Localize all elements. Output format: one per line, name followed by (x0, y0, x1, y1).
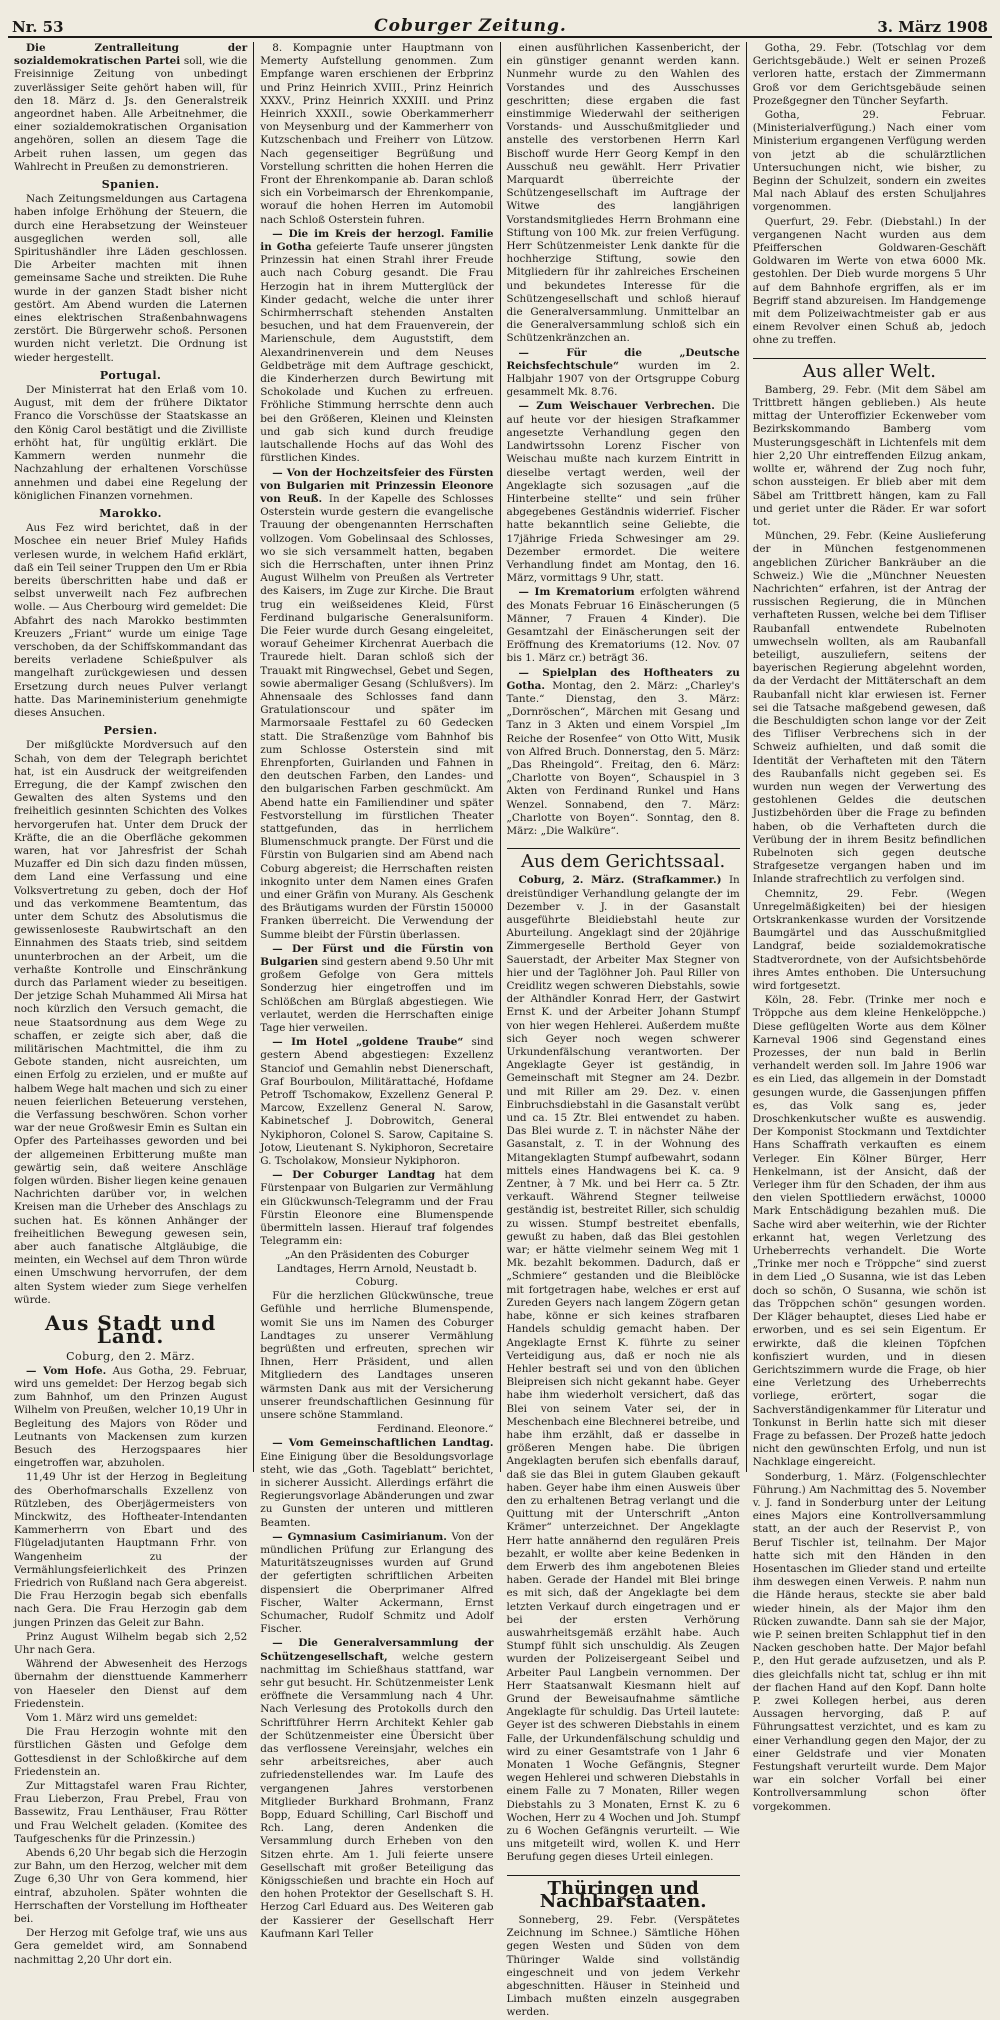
dateline-coburg: Coburg, den 2. März. (66, 1349, 196, 1363)
paragraph: Während der Abwesenheit des Herzogs übernahm der diensttuende Kammerherr von Haeseler den Dienst auf dem Friedenstein. (14, 1658, 248, 1710)
paragraph: Abends 6,20 Uhr begab sich die Herzogin zur Bahn, um den Herzog, welcher mit dem Zuge 6,30 Uhr von Gera kommend, hier eintraf, abzuholen. Später wohnten die Herrschaften der Vorstellung im Hoftheater bei. (14, 1847, 248, 1926)
telegram-signature: Ferdinand. Eleonore.“ (376, 1423, 494, 1436)
masthead (8, 4, 992, 38)
article-chemnitz: Chemnitz, 29. Febr. (Wegen Unregelmäßigkeiten) bei der hiesigen Ortskrankenkasse wurden der Vorsitzende Baumgärtel und das Ausschußmitglied Landgraf, beide sozialdemokratische Stadtverordnete, von der Aufsichtsbehörde ihres Amtes enthoben. Die Untersuchung wird fortgesetzt. (752, 887, 986, 993)
issue-date: 3. März 1908 (877, 18, 988, 36)
article-landtag: — Der Coburger Landtag hat dem Fürstenpaar von Bulgarien zur Vermählung ein Glückwunsch-Telegramm und der Frau Fürstin Eleonore eine Blumenspende übermitteln lassen. Hierauf traf folgendes Telegramm ein: (260, 1169, 494, 1248)
issue-number: Nr. 53 (12, 18, 64, 36)
article-generalversammlung: — Die Generalversammlung der Schützengesellschaft, welche gestern nachmittag im Schießhaus stattfand, war sehr gut besucht. Hr. Schützenmeister Lenk eröffnete die Versammlung nach 4 Uhr. Nach Verlesung des Protokolls durch den Schriftführer Herrn Architekt Kehler gab der Schützenmeister eine Übersicht über das verflossene Vereinsjahr, welches ein sehr arbeitsreiches, aber auch zufriedenstellendes war. Im Laufe des vergangenen Jahres verstorbenen Mitglieder Burkhard Brohmann, Franz Bopp, Eduard Schilling, Carl Bischoff und Rch. Lang, deren Andenken die Versammlung durch Erheben von den Sitzen ehrte. Am 1. Juli feierte unsere Gesellschaft mit großer Beteiligung das Königsschießen und brachte ein Hoch auf den hohen Protektor der Gesellschaft S. H. Herzog Carl Eduard aus. Des Weiteren gab der Kassierer der Gesellschaft Herr Kaufmann Karl Teller (260, 1637, 494, 1940)
article-gymnasium: — Gymnasium Casimirianum. Von der mündlichen Prüfung zur Erlangung des Maturitätszeugnisses wurden auf Grund der gefertigten schriftlichen Arbeiten dispensiert die Oberprimaner Alfred Fischer, Walter Ackermann, Ernst Schumacher, Rudolf Schmitz und Adolf Fischer. (260, 1530, 494, 1636)
article-sonderburg: Sonderburg, 1. März. (Folgenschlechter Führung.) Am Nachmittag des 5. November v. J. fand in Sonderburg unter der Leitung eines Majors eine Kontrollversammlung statt, an der auch der Reservist P., von Beruf Tischler ist, teilnahm. Der Major hatte sich mit den Händen in den Hosentaschen im Glieder stand und erteilte ihm deswegen einen Verweis. P. nahm nun die Hände heraus, steckte sie aber bald wieder hinein, als der Major ihm den Rücken zuwandte. Dann sah sie der Major, wie P. seinen breiten Schlapphut tief in den Nacken geschoben hatte. Der Major befahl P., den Hut gerade aufzusetzen, und als P. dies gleichfalls nicht tat, schlug er ihn mit der flachen Hand auf den Kopf. Dann holte P. zwei Kollegen herbei, aus deren Aussagen hervorging, daß P. auf Führungsattest verzichtet, und es kam zu einer Verhandlung gegen den Major, der zu einer Geldstrafe und vier Monaten Festungshaft verurteilt wurde. Dem Major war ein solcher Vorfall bei einer Kontrollversammlung schon öfter vorgekommen. (752, 1470, 986, 1813)
article-kassenbericht: einen ausführlichen Kassenbericht, der ein günstiger genannt werden kann. Nunmehr wurde zu den Wahlen des Vorstandes und des Ausschusses geschritten; diese ergaben die fast einstimmige Wiederwahl der seitherigen Vorstands- und Ausschußmitglieder und anstelle des verstorbenen Herrn Karl Bischoff wurde Herr Georg Kempf in den Ausschuß neu gewählt. Herr Privatier Marquardt überreichte der Schützengesellschaft im Auftrage der Witwe des langjährigen Vorstandsmitgliedes Herrn Brohmann eine Stiftung von 100 Mk. zur freien Verfügung. Herr Schützenmeister Lenk dankte für die hochherzige Stiftung, sowie den Mitgliedern für ihr zahlreiches Erscheinen und bekundetes Interesse für die Schützengesellschaft und schloß hierauf die Generalversammlung. Unmittelbar an die Generalversammlung schloß sich ein Schützenkränzchen an. (506, 42, 740, 345)
newspaper-page (8, 4, 992, 2019)
article-fuerst: — Der Fürst und die Fürstin von Bulgarien sind gestern abend 9.50 Uhr mit großem Gefolge von Gera mittels Sonderzug hier eingetroffen und im Schlößchen am Bürglaß abgestiegen. Wie verlautet, werden die Herrschaften einige Tage hier verweilen. (260, 942, 494, 1035)
article-querfurt: Querfurt, 29. Febr. (Diebstahl.) In der vergangenen Nacht wurden aus dem Pfeifferschen Goldwaren-Geschäft Goldwaren im Werte von etwa 6000 Mk. gestohlen. Der Dieb wurde morgens 5 Uhr auf dem Bahnhofe ergriffen, als er im Begriff stand abzureisen. Im Handgemenge mit dem Polizeiwachtmeister gab er aus einem Revolver einen Schuß ab, jedoch ohne zu treffen. (752, 215, 986, 347)
heading-gerichtssaal: Aus dem Gerichtssaal. (507, 848, 740, 868)
paragraph: 11,49 Uhr ist der Herzog in Begleitung des Oberhofmarschalls Exzellenz von Rützleben, des Oberjägermeisters von Minckwitz, des Hoftheater-Intendanten Kammerherrn von Ebart und des Flügeladjutanten Hauptmann Frhr. von Wangenheim zu der Vermählungsfeierlichkeit des Prinzen Friedrich von Rußland nach Gera abgereist. Die Frau Herzogin begab sich ebenfalls nach Gera. Die Frau Herzogin gab dem jungen Prinzen das Geleit zur Bahn. (14, 1471, 248, 1629)
heading-aus-aller-welt: Aus aller Welt. (753, 358, 986, 378)
article-persien: Der mißglückte Mordversuch auf den Schah, von dem der Telegraph berichtet hat, ist ein Ausdruck der weitgreifenden Erregung, die der Kampf zwischen den Gewalten des alten Systems und den freiheitlich gesinnten Schichten des Volkes hervorgerufen hat. Unter dem Druck der Kräfte, die an die Oberfläche gekommen waren, hat vor Jahresfrist der Schah Muzaffer ed Din sich dazu finden müssen, dem Land eine Verfassung und eine Volksvertretung zu geben, doch der Hof und das verkommene Beamtentum, das unter dem Schutz des Absolutismus die gewissenloseste Raubwirtschaft an den Einnahmen des Staats trieb, sind seitdem ununterbrochen an der Arbeit, um die verhaßte Kontrolle und Einschränkung durch das Parlament wieder zu beseitigen. Der jetzige Schah Muhammed Ali Mirsa hat noch kürzlich den Versuch gemacht, die neue Staatsordnung aus dem Wege zu schaffen, er zeigte sich aber, daß die militärischen Machtmittel, die ihm zu Gebote standen, nicht ausreichten, um einen Erfolg zu erzielen, und er mußte auf halbem Wege halt machen und sich zu einer neuen feierlichen Beteuerung verstehen, die Verfassung beschwören. Schon vorher war der neue Großwesir Emin es Sultan ein Opfer des Parteihasses geworden und bei der allgemeinen Erbitterung mußte man gewärtig sein, daß weitere Anschläge folgen würden. Bisher liegen keine genauen Nachrichten darüber vor, in welchen Kreisen man die Urheber des Anschlags zu suchen hat. Es können Anhänger der freiheitlichen Bewegung gewesen sein, aber auch fanatische Altgläubige, die meinten, ein Wechsel auf dem Thron würde einen Umschwung hervorrufen, der dem alten System wieder zum Siege verhelfen würde. (14, 739, 248, 1306)
telegram-address: „An den Präsidenten des Coburger Landtages, Herrn Arnold, Neustadt b. Coburg. (276, 1249, 478, 1288)
section-marokko: Marokko. (99, 506, 162, 520)
article-krematorium: — Im Krematorium erfolgten während des Monats Februar 16 Einäscherungen (5 Männer, 7 Frauen 4 Kinder). Die Gesamtzahl der Einäscherungen seit der Eröffnung des Krematoriums (12. Nov. 07 bis 1. März cr.) beträgt 36. (506, 586, 740, 665)
heading-stadt-und-land: Aus Stadt und Land. (45, 1311, 217, 1349)
section-portugal: Portugal. (99, 368, 162, 382)
article-familie: — Die im Kreis der herzogl. Familie in Gotha gefeierte Taufe unserer jüngsten Prinzessin hat einen Strahl ihrer Freude auch nach Coburg gesandt. Die Frau Herzogin hat in ihrem Mutterglück der Kinder gedacht, welche die unter ihrer Schirmherrschaft stehenden Anstalten besuchen, und hat dem Frauenverein, der Marienschule, dem Auguststift, dem Alexandrinenverein und dem Neuses Geldbeträge mit dem Auftrage geschickt, die Kinderherzen durch Bewirtung mit Schokolade und Kuchen zu erfreuen. Fröhliche Stimmung herrschte denn auch bei den Größeren, Kleinen und Kleinsten und gab sich kund durch freudige lautschallende Hochs auf das Wohl des fürstlichen Kindes. (260, 227, 494, 465)
heading-thueringen: Thüringen und Nachbarstaaten. (507, 1875, 740, 1908)
newspaper-title: Coburger Zeitung. (374, 16, 567, 36)
column-2 (254, 42, 500, 1940)
column-3 (501, 42, 747, 2019)
telegram-body: Für die herzlichen Glückwünsche, treue Gefühle und herrliche Blumenspende, womit Sie uns im Namen des Coburger Landtages zu unserer Vermählung begrüßten und erfreuten, sprechen wir Ihnen, Herr Präsident, und allen Mitgliedern des Landtages unseren wärmsten Dank aus mit der Versicherung unserer freundschaftlichen Gesinnung für unsere schöne Stammland. (260, 1290, 494, 1421)
article-hochzeit: — Von der Hochzeitsfeier des Fürsten von Bulgarien mit Prinzessin Eleonore von Reuß. In der Kapelle des Schlosses Osterstein wurde gestern die evangelische Trauung der obengenannten Herrschaften vollzogen. Vom Gobelinsaal des Schlosses, wo sie sich versammelt hatten, begaben sich die Herrschaften, unter ihnen Prinz August Wilhelm von Preußen als Vertreter des Kaisers, im Zuge zur Kirche. Die Braut trug ein weißseidenes Kleid, Fürst Ferdinand bulgarische Generalsuniform. Die Feier wurde durch Gesang eingeleitet, worauf Geheimer Kirchenrat Auerbach die Traurede hielt. Daran schloß sich der Trauakt mit Ringwechsel, Gebet und Segen, sowie abermaliger Gesang (Schlußvers). Im Ahnensaale des Schlosses fand dann Gratulationscour und später im Marmorsaale Festtafel zu 60 Gedecken statt. Die Straßenzüge vom Bahnhof bis zum Schlosse Osterstein sind mit Ehrenpforten, Guirlanden und Fahnen in den deutschen Farben, den Landes- und den bulgarischen Farben geschmückt. Am Abend hatte ein Familiendiner und später Festvorstellung im fürstlichen Theater stattgefunden, das in herrlichem Blumenschmuck prangte. Der Fürst und die Fürstin von Bulgarien sind am Abend nach Coburg abgereist; die Herrschaften reisten inkognito unter dem Namen eines Grafen und einer Gräfin von Murany. Als Geschenk des Bräutigams wurden der Fürstin 150000 Franken überreicht. Die Verwendung der Summe bleibt der Fürstin überlassen. (260, 466, 494, 941)
article-generalstreik: Die Zentralleitung der sozialdemokratischen Partei soll, wie die Freisinnige Zeitung von unbedingt zuverlässiger Seite gehört haben will, für den 18. März d. Js. den Generalstreik angeordnet haben. Alle Arbeitnehmer, die einer sozialdemokratischen Organisation angehören, sollen an diesem Tage die Arbeit ruhen lassen, um gegen das Wahlrecht in Preußen zu demonstrieren. (14, 42, 248, 173)
article-gotha-verfuegung: Gotha, 29. Februar. (Ministerialverfügung.) Nach einer vom Ministerium ergangenen Verfügung werden von jetzt ab die schulärztlichen Untersuchungen nicht, wie bisher, zu Beginn der Schulzeit, sondern ein zweites Mal nach Ablauf des ersten Schuljahres vorgenommen. (752, 109, 986, 214)
article-hotel: — Im Hotel „goldene Traube“ sind gestern Abend abgestiegen: Exzellenz Stanciof und Gemahlin nebst Dienerschaft, Graf Bourboulon, Militärattaché, Hofdame Petroff Tschomakow, Exzellenz General P. Marcow, Exzellenz General N. Sarow, Kabinetschef J. Dobrowitch, General Nykiphoron, Colonel S. Sarow, Capitaine S. Jotow, Lieutenant S. Nykiphoron, Secretaire G. Tscholakow, Monsieur Nykiphoron. (260, 1036, 494, 1168)
article-muenchen: München, 29. Febr. (Keine Auslieferung der in München festgenommenen angeblichen Züricher Bankräuber an die Schweiz.) Wie die „Münchner Neuesten Nachrichten“ erfahren, ist der Antrag der russischen Regierung, die in München verhafteten Russen, welche bei dem Tifliser Raubanfall entwendete Rubelnoten umwechseln wollten, als am Raubanfall beteiligt, auszuliefern, seitens der bayerischen Regierung abgelehnt worden, da der Verdacht der Mittäterschaft an dem Raubanfall nicht klar erwiesen ist. Ferner sei die Tatsache maßgebend gewesen, daß die Beschuldigten schon lange vor der Zeit des Tifliser Verbrechens sich in der Schweiz aufhielten, und daß somit die Identität der Verhafteten mit den Tätern des Raubanfalls nicht gegeben sei. Es wurden nun wegen der Verwertung des gestohlenen Geldes die deutschen Justizbehörden über die Frage zu befinden haben, ob die Verhafteten durch die Verübung der in ihrem Besitz befindlichen Rubelnoten sich gegen deutsche Strafgesetze vergangen haben und im Inlande strafrechtlich zu verfolgen sind. (752, 530, 986, 886)
article-sonneberg: Sonneberg, 29. Febr. (Verspätetes Zeichnung im Schnee.) Sämtliche Höhen gegen Westen und Süden von dem Thüringer Walde sind vollständig eingeschneit und von jedem Verkehr abgeschnitten. Häuser in Steinheid und Limbach mußten einzeln ausgegraben werden. (506, 1914, 740, 2019)
article-spielplan: — Spielplan des Hoftheaters zu Gotha. Montag, den 2. März: „Charley's Tante.“ Dienstag, den 3. März: „Dornröschen“, Märchen mit Gesang und Tanz in 3 Akten und einem Vorspiel „Im Reiche der Rosenfee“ von Otto Witt, Musik von Alfred Bruch. Donnerstag, den 5. März: „Das Rheingold“. Freitag, den 6. März: „Charlotte von Boyen“, Schauspiel in 3 Akten von Ferdinand Runkel und Hans Wenzel. Sonnabend, den 7. März: „Charlotte von Boyen“. Sonntag, den 8. März: „Die Walküre“. (506, 666, 740, 837)
article-gericht: Coburg, 2. März. (Strafkammer.) In dreistündiger Verhandlung gelangte der im Dezember v. J. in der Gasanstalt ausgeführte Bleidiebstahl heute zur Aburteilung. Angeklagt sind der 20jährige Zimmergeselle Berthold Geyer von Sauerstadt, der Arbeiter Max Stegner von hier und der Taglöhner Joh. Paul Riller von Creidlitz wegen schweren Diebstahls, sowie der Althändler Konrad Herr, der Gastwirt Ernst K. und der Arbeiter Johann Stumpf von hier wegen Hehlerei. Außerdem mußte sich Geyer noch wegen schwerer Urkundenfälschung verantworten. Der Angeklagte Geyer ist geständig, in Gemeinschaft mit Stegner am 24. Dezbr. und mit Riller am 29. Dez. v. einen Einbruchsdiebstahl in die Gasanstalt verübt und ca. 15 Ztr. Blei entwendet zu haben. Das Blei wurde z. T. in nächster Nähe der Gasanstalt, z. T. in der Wohnung des Mitangeklagten Stumpf aufbewahrt, sodann mittels eines Handwagens bei K. ca. 9 Zentner, à 7 Mk. und bei Herr ca. 5 Ztr. verkauft. Während Stegner teilweise geständig ist, bestreitet Riller, sich schuldig zu wissen. Stumpf bestreitet ebenfalls, gewußt zu haben, daß das Blei gestohlen war; er hätte vielmehr seinem Weg mit 1 Mk. bezahlt bekommen. Dadurch, daß er „Schmiere“ gestanden und die Bleiblöcke mit fortgetragen habe, welches er erst auf Zureden Geyers nach langem Zögern getan habe, könne er sich keines strafbaren Handels schuldig gemacht haben. Der Angeklagte Ernst K. führte zu seiner Verteidigung aus, daß er noch nie als Hehler bestraft sei und von den üblichen Bleipreisen sich nicht gekannt habe. Geyer habe ihm wiederholt versichert, daß das Blei von seinem Vater sei, der in Meschenbach eine Blechnerei betreibe, und habe ihm erzählt, daß er dasselbe in größeren Mengen habe. Die übrigen Angeklagten berufen sich ebenfalls darauf, daß sie das Blei in gutem Glauben gekauft haben. Geyer habe ihm einen Ausweis über den zu erhaltenen Betrag verlangt und die Quittung mit der Unterschrift „Anton Krämer“ unterzeichnet. Der Angeklagte Herr hatte annähernd den regulären Preis bezahlt, er wollte aber keine Bedenken in dem Erwerb des ihm angebotenen Bleies haben. Gerade der Handel mit Blei bringe es mit sich, daß der Angeklagte bei dem letzten Verkauf durch eingetragen und er bei der ersten Verhörung auswahrheitsgemäß erzählt habe. Auch Stumpf fühlt sich unschuldig. Als Zeugen wurden der Polizeisergeant Seibel und Arbeiter Paul Langbein vernommen. Der Herr Staatsanwalt Kiesmann hielt auf Grund der Beweisaufnahme sämtliche Angeklagte für schuldig. Das Urteil lautete: Geyer ist des schweren Diebstahls in einem Falle, der Urkundenfälschung schuldig und wird zu einer Gesamtstrafe von 1 Jahr 6 Monaten 1 Woche Gefängnis, Stegner wegen Hehlerei und schweren Diebstahls in einem Falle zu 7 Monaten, Riller wegen Diebstahls zu 3 Monaten, Ernst K. zu 6 Wochen, Herr zu 4 Wochen und Joh. Stumpf zu 6 Wochen Gefängnis verurteilt. — Wie uns mitgeteilt wird, wollen K. und Herr Berufung gegen dieses Urteil einlegen. (506, 874, 740, 1864)
article-spanien: Nach Zeitungsmeldungen aus Cartagena haben infolge Erhöhung der Steuern, die durch eine Herabsetzung der Weinsteuer ausgeglichen werden soll, alle Spiritushändler ihre Läden geschlossen. Die Arbeiter machten mit ihnen gemeinsame Sache und streikten. Die Ruhe wurde in der ganzen Stadt bisher nicht gestört. Am Abend wurden die Laternen eines elektrischen Straßenbahnwagens zerstört. Die Bürgerwehr schoß. Personen wurden nicht verletzt. Die Ordnung ist wieder hergestellt. (14, 193, 248, 364)
article-koeln: Köln, 28. Febr. (Trinke mer noch e Tröppche aus dem kleine Henkelöppche.) Diese geflügelten Worte aus dem Kölner Karneval 1906 sind Gegenstand eines Prozesses, der nun bald in Berlin verhandelt werden soll. Im Jahre 1906 war es ein Lied, das allgemein in der Domstadt gesungen wurde, die Gassenjungen pfiffen es, das Volk sang es, jeder Droschkenkutscher wußte es auswendig. Der Komponist Stockmann und Textdichter Hans Schaffrath verkauften es einem Verleger. Ein Kölner Bürger, Herr Henkelmann, ist der Ansicht, daß der Verleger ihm für den Schaden, der ihm aus den vielen Spottliedern erwächst, 10000 Mark Entschädigung bezahlen muß. Die Sache wird aber weiterhin, wie der Richter erkannt hat, wegen Verletzung des Urheberrechts verhandelt. Die Worte „Trinke mer noch e Tröppche“ sind zuerst in dem Lied „O Susanna, wie ist das Leben doch so schön, O Susanna, wie schön ist das Tröppchen schön“ gesungen worden. Der Kläger behauptet, dieses Lied habe er erworben, und es sei sein Eigentum. Er erwirkte, daß die kleinen Töpfchen konfisziert wurden, und in diesen Gerichtszimmern wurde die Frage, ob hier eine Verletzung des Urheberrechts vorliege, erörtert, sogar die Sachverständigenkammer für Literatur und Tonkunst in Berlin hatte sich mit dieser Frage zu befassen. Der Prozeß hatte jedoch nicht den gewünschten Erfolg, und nun ist Nachklage eingereicht. (752, 994, 986, 1469)
paragraph: Die Frau Herzogin wohnte mit den fürstlichen Gästen und Gefolge dem Gottesdienst in der Schloßkirche auf dem Friedenstein an. (14, 1726, 248, 1778)
article-weischau: — Zum Weischauer Verbrechen. Die auf heute vor der hiesigen Strafkammer angesetzte Verhandlung gegen den Landwirtssohn Lorenz Fischer von Weischau mußte nach kurzem Eintritt in dieselbe vertagt werden, weil der Angeklagte sich sozusagen „auf die Hinterbeine stellte“ und sein früher abgegebenes Geständnis widerrief. Fischer hatte bekanntlich seine Geliebte, die 17jährige Frieda Schwesinger am 29. Dezember ermordet. Die weitere Verhandlung findet am Montag, den 16. März, vormittags 9 Uhr, statt. (506, 400, 740, 585)
section-spanien: Spanien. (101, 178, 160, 192)
paragraph: Zur Mittagstafel waren Frau Richter, Frau Lieberzon, Frau Prebel, Frau von Bassewitz, Frau Lenthäuser, Frau Rötter und Frau Welchelt geladen. (Komitee des Taufgeschenks für die Prinzessin.) (14, 1780, 248, 1845)
paragraph: Der Herzog mit Gefolge traf, wie uns aus Gera gemeldet wird, am Sonnabend nachmittag 2,20 Uhr dort ein. (14, 1927, 248, 1966)
column-1 (8, 42, 254, 1966)
article-kompagnie: 8. Kompagnie unter Hauptmann von Memerty Aufstellung genommen. Zum Empfange waren erschienen der Erbprinz und Prinz Heinrich XVIII., Prinz Heinrich XXXV., Prinz Heinrich XXXIII. und Prinz Heinrich XXXII., sowie Oberkammerherr von Meysenburg und der Kammerherr von Kutzschenbach und Freiherr von Lützow. Nach gegenseitiger Begrüßung und Vorstellung schritten die hohen Herren die Front der Ehrenkompanie ab. Daran schloß sich ein Vorbeimarsch der Ehrenkompanie, worauf die hohen Herren im Automobil nach Schloß Osterstein fuhren. (260, 42, 494, 226)
article-marokko: Aus Fez wird berichtet, daß in der Moschee ein neuer Brief Muley Hafids verlesen wurde, in welchem Hafid erklärt, daß ein Teil seiner Truppen den Um er Rbia bereits überschritten habe und daß er selbst unverweilt nach Fez aufbrechen wolle. — Aus Cherbourg wird gemeldet: Die Abfahrt des nach Marokko bestimmten Kreuzers „Friant“ wurde um einige Tage verschoben, da der Schiffskommandant das bereits verladene Schießpulver als mangelhaft zurückgewiesen und dessen Ersetzung durch neues Pulver verlangt hatte. Das Marineministerium genehmigte dieses Ansuchen. (14, 522, 248, 719)
column-4 (747, 42, 992, 1813)
article-reichsfechtschule: — Für die „Deutsche Reichsfechtschule“ wurden im 2. Halbjahr 1907 von der Ortsgruppe Coburg gesammelt Mk. 8.76. (506, 346, 740, 399)
paragraph: Prinz August Wilhelm begab sich 2,52 Uhr nach Gera. (14, 1630, 248, 1656)
section-persien: Persien. (103, 724, 158, 738)
article-gemeinschaftlicher-landtag: — Vom Gemeinschaftlichen Landtag. Eine Einigung über die Besoldungsvorlage steht, wie das „Goth. Tageblatt“ berichtet, in sicherer Aussicht. Allerdings erfährt die Regierungsvorlage Abänderungen und zwar zu Gunsten der unteren und mittleren Beamten. (260, 1437, 494, 1529)
article-vom-hofe: — Vom Hofe. Aus Gotha, 29. Februar, wird uns gemeldet: Der Herzog begab sich zum Bahnhof, um den Prinzen August Wilhelm von Preußen, welcher 10,19 Uhr in Begleitung des Majors von Röder und Leutnants von Mackensen zum kurzen Besuch des Herzogspaares hier eingetroffen war, abzuholen. (14, 1364, 248, 1470)
article-gotha-totschlag: Gotha, 29. Febr. (Totschlag vor dem Gerichtsgebäude.) Welt er seinen Prozeß verloren hatte, erstach der Zimmermann Groß vor dem Gerichtsgebäude seinen Prozeßgegner den Tüncher Seyfarth. (752, 42, 986, 107)
article-bamberg: Bamberg, 29. Febr. (Mit dem Säbel am Trittbrett hängen geblieben.) Als heute mittag der Unteroffizier Eckenweber vom Bezirkskommando Bamberg vom Musterungsgeschäft in Lichtenfels mit dem hier 2,20 Uhr eintreffenden Eilzug ankam, wollte er, während der Zug noch fuhr, schon aussteigen. Er blieb aber mit dem Säbel am Trittbrett hängen, kam zu Fall und geriet unter die Räder. Er war sofort tot. (752, 383, 986, 528)
article-portugal: Der Ministerrat hat den Erlaß vom 10. August, mit dem der frühere Diktator Franco die Vorschüsse der Staatskasse an den König Carol bestätigt und die Zivilliste erhöht hat, für ungültig erklärt. Die Kammern werden nunmehr die Nachzahlung der erhaltenen Vorschüsse annehmen und dabei eine Regelung der königlichen Finanzen vornehmen. (14, 384, 248, 502)
paragraph: Vom 1. März wird uns gemeldet: (26, 1711, 198, 1724)
